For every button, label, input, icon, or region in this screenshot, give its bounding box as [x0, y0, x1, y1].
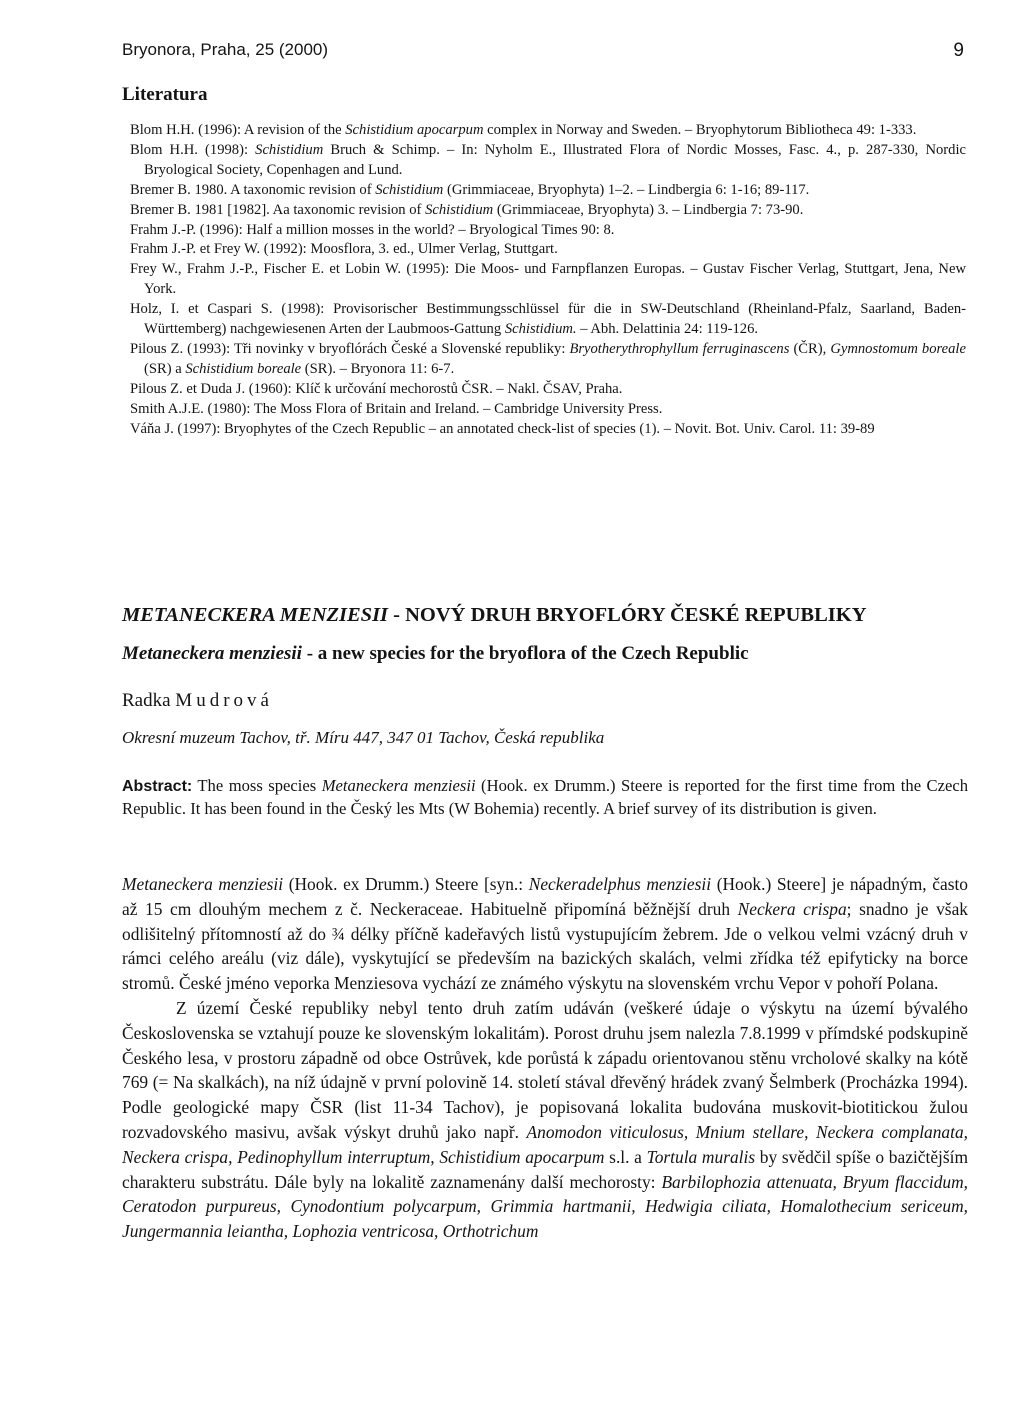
author [122, 690, 273, 712]
italic-run: Schistidium [375, 181, 444, 198]
page-number: 9 [953, 40, 964, 61]
italic-run: Schistidium [255, 141, 324, 158]
text-run: Holz, I. et Caspari S. (1998): Provisorischer Bestimmungsschlüssel für die in SW-Deutschland (Rheinland-Pfalz, Saarland, Baden-Württemberg) nachgewiesenen Arten der Laubmoos-Gattung [130, 301, 966, 338]
article-body [122, 872, 968, 1244]
abstract [122, 775, 968, 820]
text-run: ; snadno je však odlišitelný přítomností až do ¾ délky příčně kadeřavých listů vystupujícím žebrem. Jde o velkou velmi vzácný druh v rámci celého areálu (viz dále), vyskytující se především na bazických skalách, velmi zřídka též epifyticky na borce stromů. České jméno veporka Menziesova vychází ze známého výskytu na slovenském vrchu Vepor v pohoří Polana. [122, 898, 968, 994]
body-paragraph [122, 996, 968, 1244]
text-run: Z území České republiky nebyl tento druh zatím udáván (veškeré údaje o výskytu na území bývalého Československa se vztahují pouze ke slovenským lokalitám). Porost druhu jsem nalezla 7.8.1999 v přímdské podskupině Českého lesa, v prostoru západně od obce Ostrůvek, kde porůstá k západu orientovanou stěnu vrcholové skalky na kótě 769 (= Na skalkách), na níž údajně v první polovině 14. století stával dřevěný hrádek zvaný Šelmberk (Procházka 1994). Podle geologické mapy ČSR (list 11-34 Tachov), je popisovaná lokalita budována muskovit-biotitickou žulou rozvadovského masivu, avšak výskyt druhů jako např. [122, 997, 968, 1142]
author-first-name: Radka [122, 690, 171, 711]
article-subtitle [122, 643, 749, 665]
text-run: (Hook. ex Drumm.) Steere is reported for the first time from the Czech Republic. It has been found in the Český les Mts (W Bohemia) recently. A brief survey of its distribution is given. [122, 776, 969, 818]
reference-item [130, 400, 966, 420]
italic-run: Barbilophozia attenuata, Bryum flaccidum, Ceratodon purpureus, Cynodontium polycarpum, Grimmia hartmanii, Hedwigia ciliata, Homalothecium sericeum, Jungermannia leiantha, Lophozia ventricosa, Orthotrichum [122, 1171, 969, 1242]
running-head: Bryonora, Praha, 25 (2000) [122, 40, 329, 59]
reference-item [130, 380, 966, 400]
reference-item [130, 121, 966, 141]
body-paragraph [122, 872, 968, 996]
italic-run: Schistidium boreale [185, 360, 302, 377]
article-subtitle-rest: - a new species for the bryoflora of the Czech Republic [301, 643, 749, 664]
article-title-rest: - NOVÝ DRUH BRYOFLÓRY ČESKÉ REPUBLIKY [388, 604, 867, 626]
text-run: (Hook.) Steere] je nápadným, často až 15 cm dlouhým mechem z č. Neckeraceae. Habituelně připomíná běžnější druh [122, 874, 968, 919]
text-run: Blom H.H. (1998): [130, 141, 256, 158]
text-run: – Abh. Delattinia 24: 119-126. [576, 321, 759, 338]
reference-item [130, 221, 966, 241]
text-run: Frey W., Frahm J.-P., Fischer E. et Lobin W. (1995): Die Moos- und Farnpflanzen Europas. – Gustav Fischer Verlag, Stuttgart, Jena, New York. [130, 261, 966, 298]
text-run: complex in Norway and Sweden. – Bryophytorum Bibliotheca 49: 1-333. [483, 122, 917, 138]
abstract-text [122, 776, 968, 818]
reference-list [130, 121, 966, 440]
text-run: (ČR), [789, 340, 831, 357]
text-run: (Grimmiaceae, Bryophyta) 3. – Lindbergia 7: 73-90. [493, 201, 804, 218]
italic-run: Neckeradelphus menziesii [528, 874, 712, 894]
reference-item [130, 141, 966, 181]
text-run: Smith A.J.E. (1980): The Moss Flora of Britain and Ireland. – Cambridge University Press. [130, 400, 663, 417]
italic-run: Gymnostomum boreale [830, 340, 966, 357]
text-run: Bruch & Schimp. – In: Nyholm E., Illustrated Flora of Nordic Mosses, Fasc. 4., p. 287-330, Nordic Bryological Society, Copenhagen and Lund. [144, 141, 966, 178]
article-title [122, 604, 1002, 627]
italic-run: Schistidium apocarpum [345, 122, 484, 138]
reference-item [130, 420, 966, 440]
text-run: (Grimmiaceae, Bryophyta) 1–2. – Lindbergia 6: 1-16; 89-117. [443, 181, 810, 198]
author-last-name: Mudrová [175, 690, 273, 711]
text-run: Bremer B. 1981 [1982]. Aa taxonomic revision of [130, 201, 426, 218]
text-run: Blom H.H. (1996): A revision of the [130, 122, 346, 138]
reference-item [130, 260, 966, 300]
italic-run: Schistidium. [504, 321, 577, 338]
reference-item [130, 300, 966, 340]
text-run: Pilous Z. et Duda J. (1960): Klíč k určování mechorostů ČSR. – Nakl. ČSAV, Praha. [130, 380, 623, 397]
text-run: (SR) a [144, 360, 186, 377]
text-run: by svědčil spíše o bazičtějším charakteru substrátu. Dále byly na lokalitě zaznamenány další mechorosty: [122, 1146, 968, 1192]
article-title-italic: METANECKERA MENZIESII [122, 604, 389, 626]
reference-item [130, 240, 966, 260]
italic-run: Metaneckera menziesii [122, 874, 284, 894]
italic-run: Tortula muralis [646, 1146, 756, 1167]
text-run: The moss species [192, 776, 322, 795]
literature-heading: Literatura [122, 84, 208, 105]
text-run: (SR). – Bryonora 11: 6-7. [301, 360, 455, 377]
text-run: Váňa J. (1997): Bryophytes of the Czech Republic – an annotated check-list of species (1). – Novit. Bot. Univ. Carol. 11: 39-89 [130, 420, 875, 437]
italic-run: Anomodon viticulosus, Mnium stellare, Neckera complanata, Neckera crispa, Pedinophyllum interruptum, Schistidium apocarpum [122, 1121, 968, 1167]
text-run: Frahm J.-P. (1996): Half a million mosses in the world? – Bryological Times 90: 8. [130, 221, 615, 238]
reference-item [130, 181, 966, 201]
text-run: Bremer B. 1980. A taxonomic revision of [130, 181, 376, 198]
article-subtitle-italic: Metaneckera menziesii [122, 643, 302, 664]
affiliation: Okresní muzeum Tachov, tř. Míru 447, 347 01 Tachov, Česká republika [122, 728, 605, 747]
text-run: Frahm J.-P. et Frey W. (1992): Moosflora, 3. ed., Ulmer Verlag, Stuttgart. [130, 241, 558, 258]
abstract-label: Abstract: [122, 778, 193, 795]
reference-item [130, 201, 966, 221]
italic-run: Schistidium [425, 201, 494, 218]
italic-run: Metaneckera menziesii [321, 776, 476, 795]
text-run: (Hook. ex Drumm.) Steere [syn.: [283, 874, 529, 894]
italic-run: Neckera crispa [737, 898, 847, 919]
italic-run: Bryotherythrophyllum ferruginascens [569, 340, 790, 357]
text-run: Pilous Z. (1993): Tři novinky v bryoflórách České a Slovenské republiky: [130, 340, 570, 357]
reference-item [130, 340, 966, 380]
text-run: s.l. a [604, 1146, 647, 1167]
